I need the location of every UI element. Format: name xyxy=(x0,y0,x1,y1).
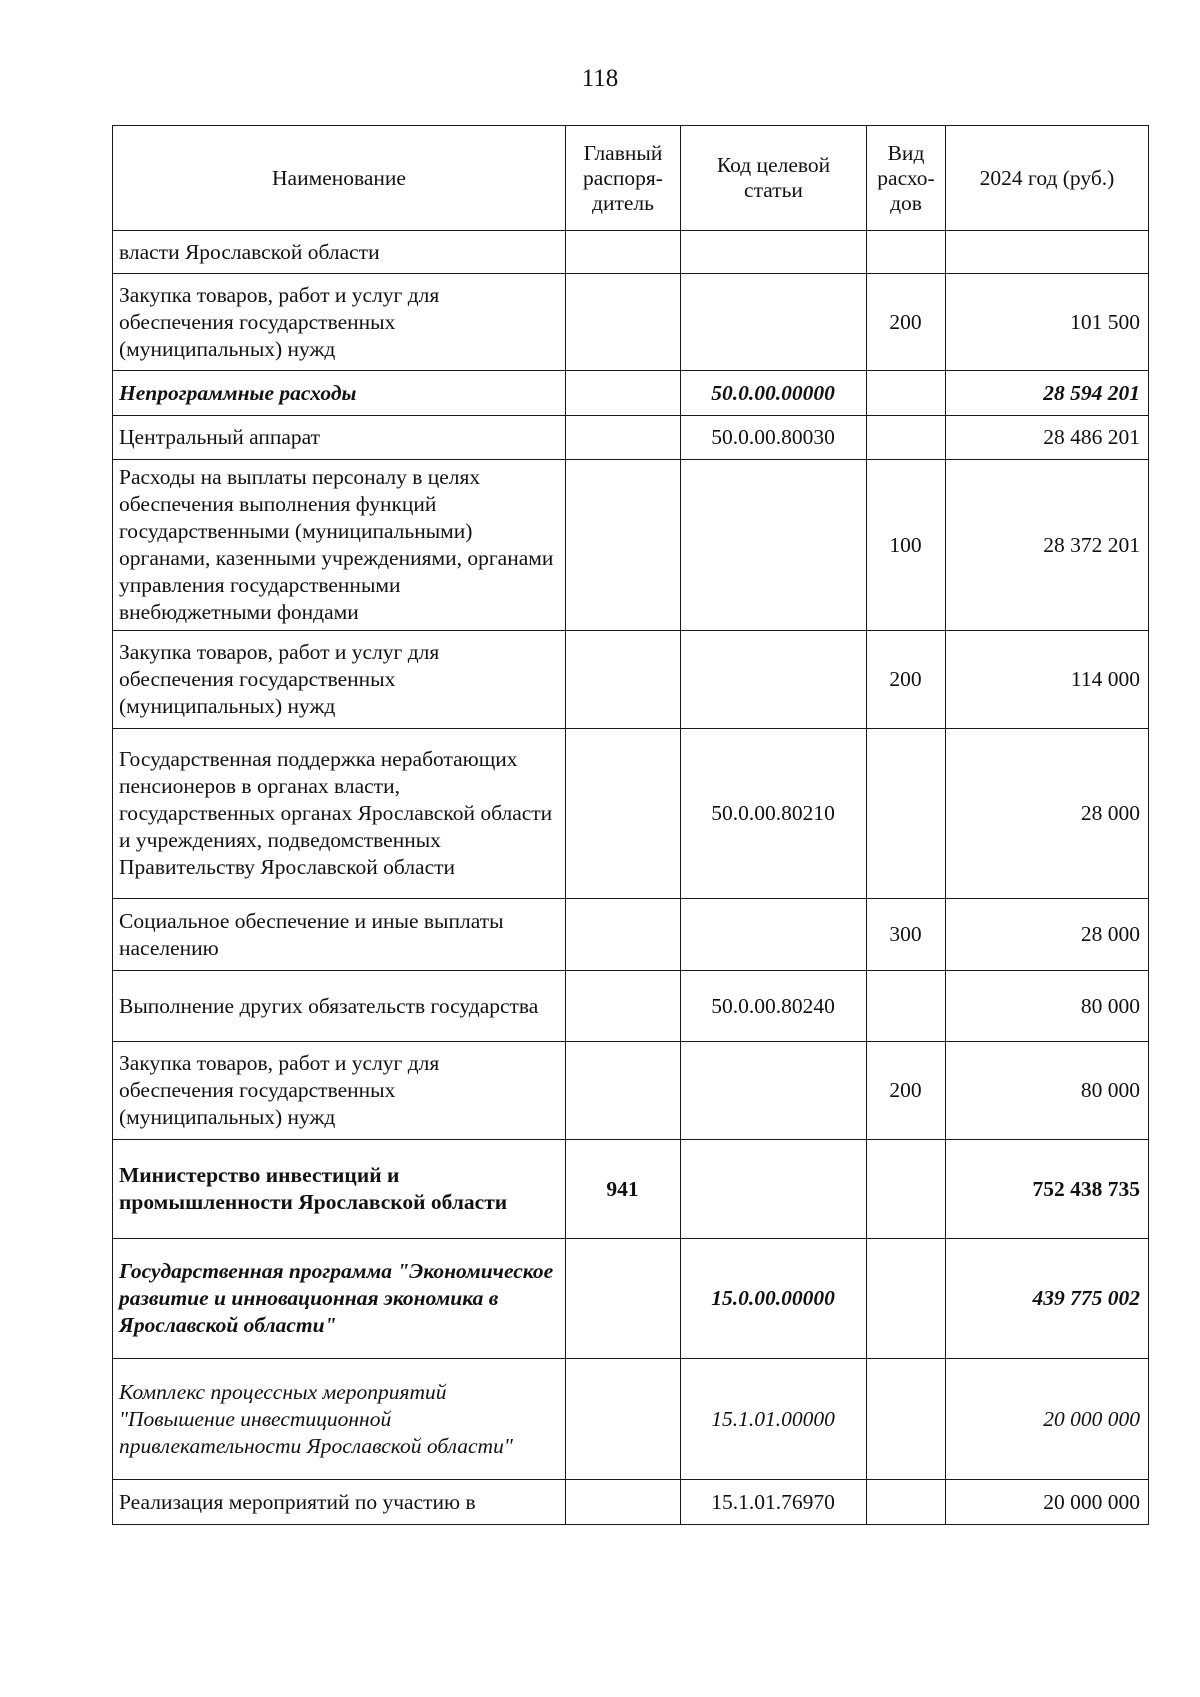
header-sum: 2024 год (руб.) xyxy=(946,126,1149,231)
row-code xyxy=(681,899,867,971)
row-name: власти Ярославской области xyxy=(113,231,566,274)
row-type xyxy=(867,1359,946,1480)
row-type: 100 xyxy=(867,460,946,631)
row-sum: 28 000 xyxy=(946,729,1149,899)
row-name: Выполнение других обязательств государства xyxy=(113,971,566,1042)
table-row xyxy=(113,231,1149,274)
row-code: 15.0.00.00000 xyxy=(681,1239,867,1359)
page-number: 118 xyxy=(581,65,619,92)
row-code: 50.0.00.80240 xyxy=(681,971,867,1042)
row-code xyxy=(681,1042,867,1140)
row-name: Комплекс процессных мероприятий "Повышение инвестиционной привлекательности Ярославской области" xyxy=(113,1359,566,1480)
row-sum xyxy=(946,231,1149,274)
table-row xyxy=(113,729,1149,899)
table-row xyxy=(113,1239,1149,1359)
row-admin xyxy=(566,1359,681,1480)
row-sum: 439 775 002 xyxy=(946,1239,1149,1359)
row-code: 50.0.00.80210 xyxy=(681,729,867,899)
row-name: Реализация мероприятий по участию в xyxy=(113,1480,566,1525)
header-type: Вид расхо-дов xyxy=(867,126,946,231)
row-code xyxy=(681,274,867,371)
row-type: 300 xyxy=(867,899,946,971)
row-code xyxy=(681,231,867,274)
table-row xyxy=(113,274,1149,371)
row-type xyxy=(867,371,946,416)
row-admin xyxy=(566,1042,681,1140)
row-type xyxy=(867,231,946,274)
row-sum: 20 000 000 xyxy=(946,1480,1149,1525)
table-header-row xyxy=(113,126,1149,231)
table-row xyxy=(113,899,1149,971)
row-code xyxy=(681,1140,867,1239)
row-sum: 80 000 xyxy=(946,1042,1149,1140)
row-sum: 752 438 735 xyxy=(946,1140,1149,1239)
header-admin: Главный распоря-дитель xyxy=(566,126,681,231)
table-row xyxy=(113,1359,1149,1480)
table-row xyxy=(113,416,1149,460)
table-row xyxy=(113,631,1149,729)
row-code xyxy=(681,460,867,631)
row-type xyxy=(867,1239,946,1359)
row-name: Расходы на выплаты персоналу в целях обеспечения выполнения функций государственными (муниципальными) органами, казенными учреждениями, органами управления государственными внебюджетными фондами xyxy=(113,460,566,631)
row-sum: 101 500 xyxy=(946,274,1149,371)
row-code: 50.0.00.80030 xyxy=(681,416,867,460)
row-admin xyxy=(566,899,681,971)
row-sum: 80 000 xyxy=(946,971,1149,1042)
row-admin xyxy=(566,460,681,631)
row-type xyxy=(867,416,946,460)
table-row xyxy=(113,460,1149,631)
row-type: 200 xyxy=(867,631,946,729)
row-admin xyxy=(566,971,681,1042)
row-sum: 28 000 xyxy=(946,899,1149,971)
row-admin xyxy=(566,1239,681,1359)
header-code: Код целевой статьи xyxy=(681,126,867,231)
row-type xyxy=(867,729,946,899)
table-row xyxy=(113,1042,1149,1140)
table-row xyxy=(113,971,1149,1042)
row-admin xyxy=(566,371,681,416)
row-code: 15.1.01.00000 xyxy=(681,1359,867,1480)
row-name: Закупка товаров, работ и услуг для обеспечения государственных (муниципальных) нужд xyxy=(113,631,566,729)
row-admin xyxy=(566,729,681,899)
row-type xyxy=(867,1480,946,1525)
row-name: Социальное обеспечение и иные выплаты населению xyxy=(113,899,566,971)
row-sum: 20 000 000 xyxy=(946,1359,1149,1480)
row-name: Закупка товаров, работ и услуг для обеспечения государственных (муниципальных) нужд xyxy=(113,274,566,371)
row-admin xyxy=(566,274,681,371)
budget-table xyxy=(112,125,1149,1525)
row-name: Непрограммные расходы xyxy=(113,371,566,416)
row-name: Закупка товаров, работ и услуг для обеспечения государственных (муниципальных) нужд xyxy=(113,1042,566,1140)
row-admin xyxy=(566,1480,681,1525)
row-admin xyxy=(566,631,681,729)
row-name: Центральный аппарат xyxy=(113,416,566,460)
table-row xyxy=(113,371,1149,416)
row-type xyxy=(867,1140,946,1239)
row-name: Государственная программа "Экономическое развитие и инновационная экономика в Ярославской области" xyxy=(113,1239,566,1359)
table-row xyxy=(113,1140,1149,1239)
row-type: 200 xyxy=(867,274,946,371)
row-sum: 114 000 xyxy=(946,631,1149,729)
row-admin: 941 xyxy=(566,1140,681,1239)
table-row xyxy=(113,1480,1149,1525)
row-code: 15.1.01.76970 xyxy=(681,1480,867,1525)
row-name: Министерство инвестиций и промышленности Ярославской области xyxy=(113,1140,566,1239)
row-type xyxy=(867,971,946,1042)
row-sum: 28 372 201 xyxy=(946,460,1149,631)
row-code: 50.0.00.00000 xyxy=(681,371,867,416)
header-name: Наименование xyxy=(113,126,566,231)
row-code xyxy=(681,631,867,729)
row-sum: 28 486 201 xyxy=(946,416,1149,460)
row-name: Государственная поддержка неработающих пенсионеров в органах власти, государственных органах Ярославской области и учреждениях, подведомственных Правительству Ярославской области xyxy=(113,729,566,899)
row-admin xyxy=(566,416,681,460)
row-sum: 28 594 201 xyxy=(946,371,1149,416)
row-type: 200 xyxy=(867,1042,946,1140)
row-admin xyxy=(566,231,681,274)
